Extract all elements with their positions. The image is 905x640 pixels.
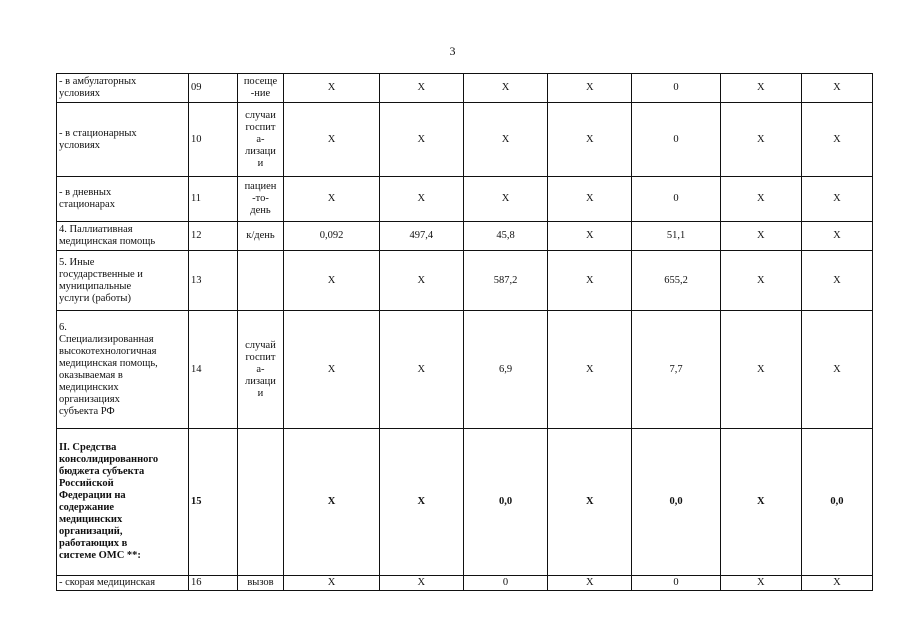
value-cell: 51,1 [632,222,720,251]
page-number: 3 [449,44,456,58]
row-name: 6. Специализированная высокотехнологичная медицинская помощь, оказываемая в медицинских организациях субъекта РФ [57,311,189,429]
row-unit: пациен -то- день [237,177,284,222]
row-name: - в стационарных условиях [57,103,189,177]
value-cell: 6,9 [463,311,547,429]
value-cell: X [463,103,547,177]
value-cell: X [379,251,463,311]
value-cell: X [548,251,632,311]
row-unit: случай госпит а- лизаци и [237,311,284,429]
value-cell: X [801,103,872,177]
value-cell: X [379,74,463,103]
value-cell: X [548,177,632,222]
value-cell: X [720,103,801,177]
row-name: II. Средства консолидированного бюджета субъекта Российской Федерации на содержание медицинских организаций, работающих в системе ОМС **: [57,429,189,576]
row-code: 11 [188,177,237,222]
value-cell: 45,8 [463,222,547,251]
value-cell: 655,2 [632,251,720,311]
value-cell: X [801,311,872,429]
value-cell: 0,092 [284,222,379,251]
value-cell: 0 [632,177,720,222]
value-cell: 0 [632,74,720,103]
row-name: - в амбулаторных условиях [57,74,189,103]
value-cell: X [379,311,463,429]
value-cell: X [463,74,547,103]
row-unit [237,251,284,311]
row-name: - скорая медицинская [57,576,189,591]
value-cell: X [801,177,872,222]
value-cell: X [284,429,379,576]
value-cell: X [720,74,801,103]
value-cell: X [548,74,632,103]
row-code: 15 [188,429,237,576]
table-row [57,311,873,429]
row-code: 09 [188,74,237,103]
row-unit: случаи госпит а- лизаци и [237,103,284,177]
value-cell: X [284,251,379,311]
value-cell: X [379,103,463,177]
value-cell: X [801,251,872,311]
row-code: 16 [188,576,237,591]
row-unit: вызов [237,576,284,591]
value-cell: X [548,103,632,177]
value-cell: X [720,429,801,576]
row-unit [237,429,284,576]
value-cell: X [379,177,463,222]
value-cell: X [720,222,801,251]
table-row [57,177,873,222]
row-code: 10 [188,103,237,177]
value-cell: X [284,311,379,429]
value-cell: X [284,177,379,222]
row-unit: посеще -ние [237,74,284,103]
value-cell: X [720,311,801,429]
row-name: 4. Паллиативная медицинская помощь [57,222,189,251]
value-cell: 7,7 [632,311,720,429]
value-cell: X [720,576,801,591]
row-code: 13 [188,251,237,311]
row-code: 14 [188,311,237,429]
table-row [57,222,873,251]
table-row-section-total [57,429,873,576]
value-cell: X [379,429,463,576]
value-cell: X [379,576,463,591]
table-row [57,74,873,103]
value-cell: X [801,222,872,251]
value-cell: X [801,74,872,103]
financing-table [56,73,873,591]
value-cell: X [284,74,379,103]
value-cell: X [548,576,632,591]
value-cell: 497,4 [379,222,463,251]
value-cell: 0,0 [632,429,720,576]
value-cell: X [801,576,872,591]
value-cell: X [548,222,632,251]
value-cell: X [284,103,379,177]
row-unit: к/день [237,222,284,251]
row-name: 5. Иные государственные и муниципальные услуги (работы) [57,251,189,311]
table-row [57,251,873,311]
value-cell: 0,0 [463,429,547,576]
value-cell: X [720,251,801,311]
table-row [57,576,873,591]
value-cell: 0,0 [801,429,872,576]
value-cell: 0 [463,576,547,591]
value-cell: X [548,429,632,576]
table-row [57,103,873,177]
value-cell: X [284,576,379,591]
value-cell: 587,2 [463,251,547,311]
value-cell: X [720,177,801,222]
row-name: - в дневных стационарах [57,177,189,222]
row-code: 12 [188,222,237,251]
value-cell: 0 [632,576,720,591]
value-cell: 0 [632,103,720,177]
value-cell: X [548,311,632,429]
value-cell: X [463,177,547,222]
